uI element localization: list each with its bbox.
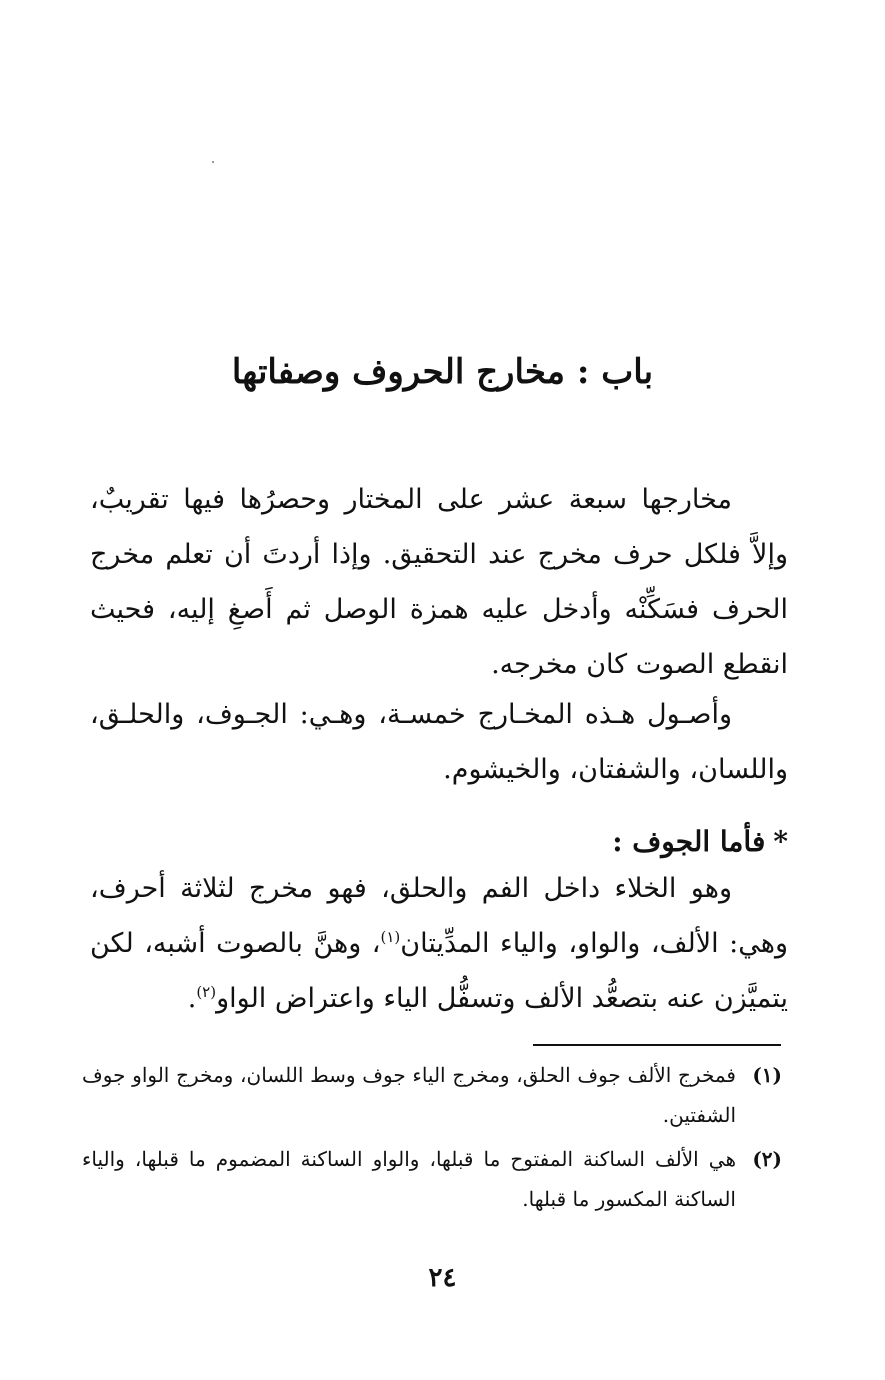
- footnote-ref-2[interactable]: (٢): [196, 983, 217, 1001]
- jawf-section: [90, 861, 788, 1026]
- jawf-paragraph: [90, 861, 788, 1026]
- intro-paragraph: مخارجها سبعة عشر على المختار وحصرُها فيها تقريبٌ، وإلاَّ فلكل حرف مخرج عند التحقيق. وإذا أردتَ أن تعلم مخرج الحرف فسَكِّنْه وأدخل عليه همزة الوصل ثم أَصغِ إليه، فحيث انقطع الصوت كان مخرجه.: [90, 484, 788, 680]
- footnote-1: [82, 1055, 782, 1135]
- scan-speck: [212, 161, 214, 163]
- footnotes: [82, 1055, 782, 1219]
- footnote-ref-1[interactable]: (١): [380, 928, 401, 946]
- footnote-2: [82, 1139, 782, 1219]
- origins-paragraph: وأصـول هـذه المخـارج خمسـة، وهـي: الجـوف، والحلـق، واللسان، والشفتان، والخيشوم.: [90, 699, 788, 785]
- jawf-text-end: .: [187, 983, 197, 1014]
- page-number: ٢٤: [428, 1263, 457, 1293]
- footnote-text: هي الألف الساكنة المفتوح ما قبلها، والواو الساكنة المضموم ما قبلها، والياء الساكنة المكسور ما قبلها.: [82, 1147, 736, 1211]
- origins-section: [90, 687, 788, 797]
- footnote-divider: [533, 1044, 781, 1046]
- footnote-number: (١): [752, 1063, 782, 1087]
- footnote-text: فمخرج الألف جوف الحلق، ومخرج الياء جوف وسط اللسان، ومخرج الواو جوف الشفتين.: [82, 1063, 736, 1127]
- chapter-title: باب : مخارج الحروف وصفاتها: [231, 352, 654, 392]
- intro-section: [90, 472, 788, 692]
- jawf-text-part1: وهو الخلاء داخل الفم والحلق، فهو مخرج لثلاثة أحرف، وهي: الألف، والواو، والياء المدِّيتان: [90, 873, 788, 959]
- footnote-number: (٢): [752, 1147, 782, 1171]
- section-heading-text: فأما الجوف :: [612, 825, 766, 858]
- star-icon: *: [773, 825, 788, 858]
- jawf-text-part2: ، وهنَّ بالصوت أشبه، لكن يتميَّزن عنه بتصعُّد الألف وتسفُّل الياء واعتراض الواو: [90, 928, 788, 1014]
